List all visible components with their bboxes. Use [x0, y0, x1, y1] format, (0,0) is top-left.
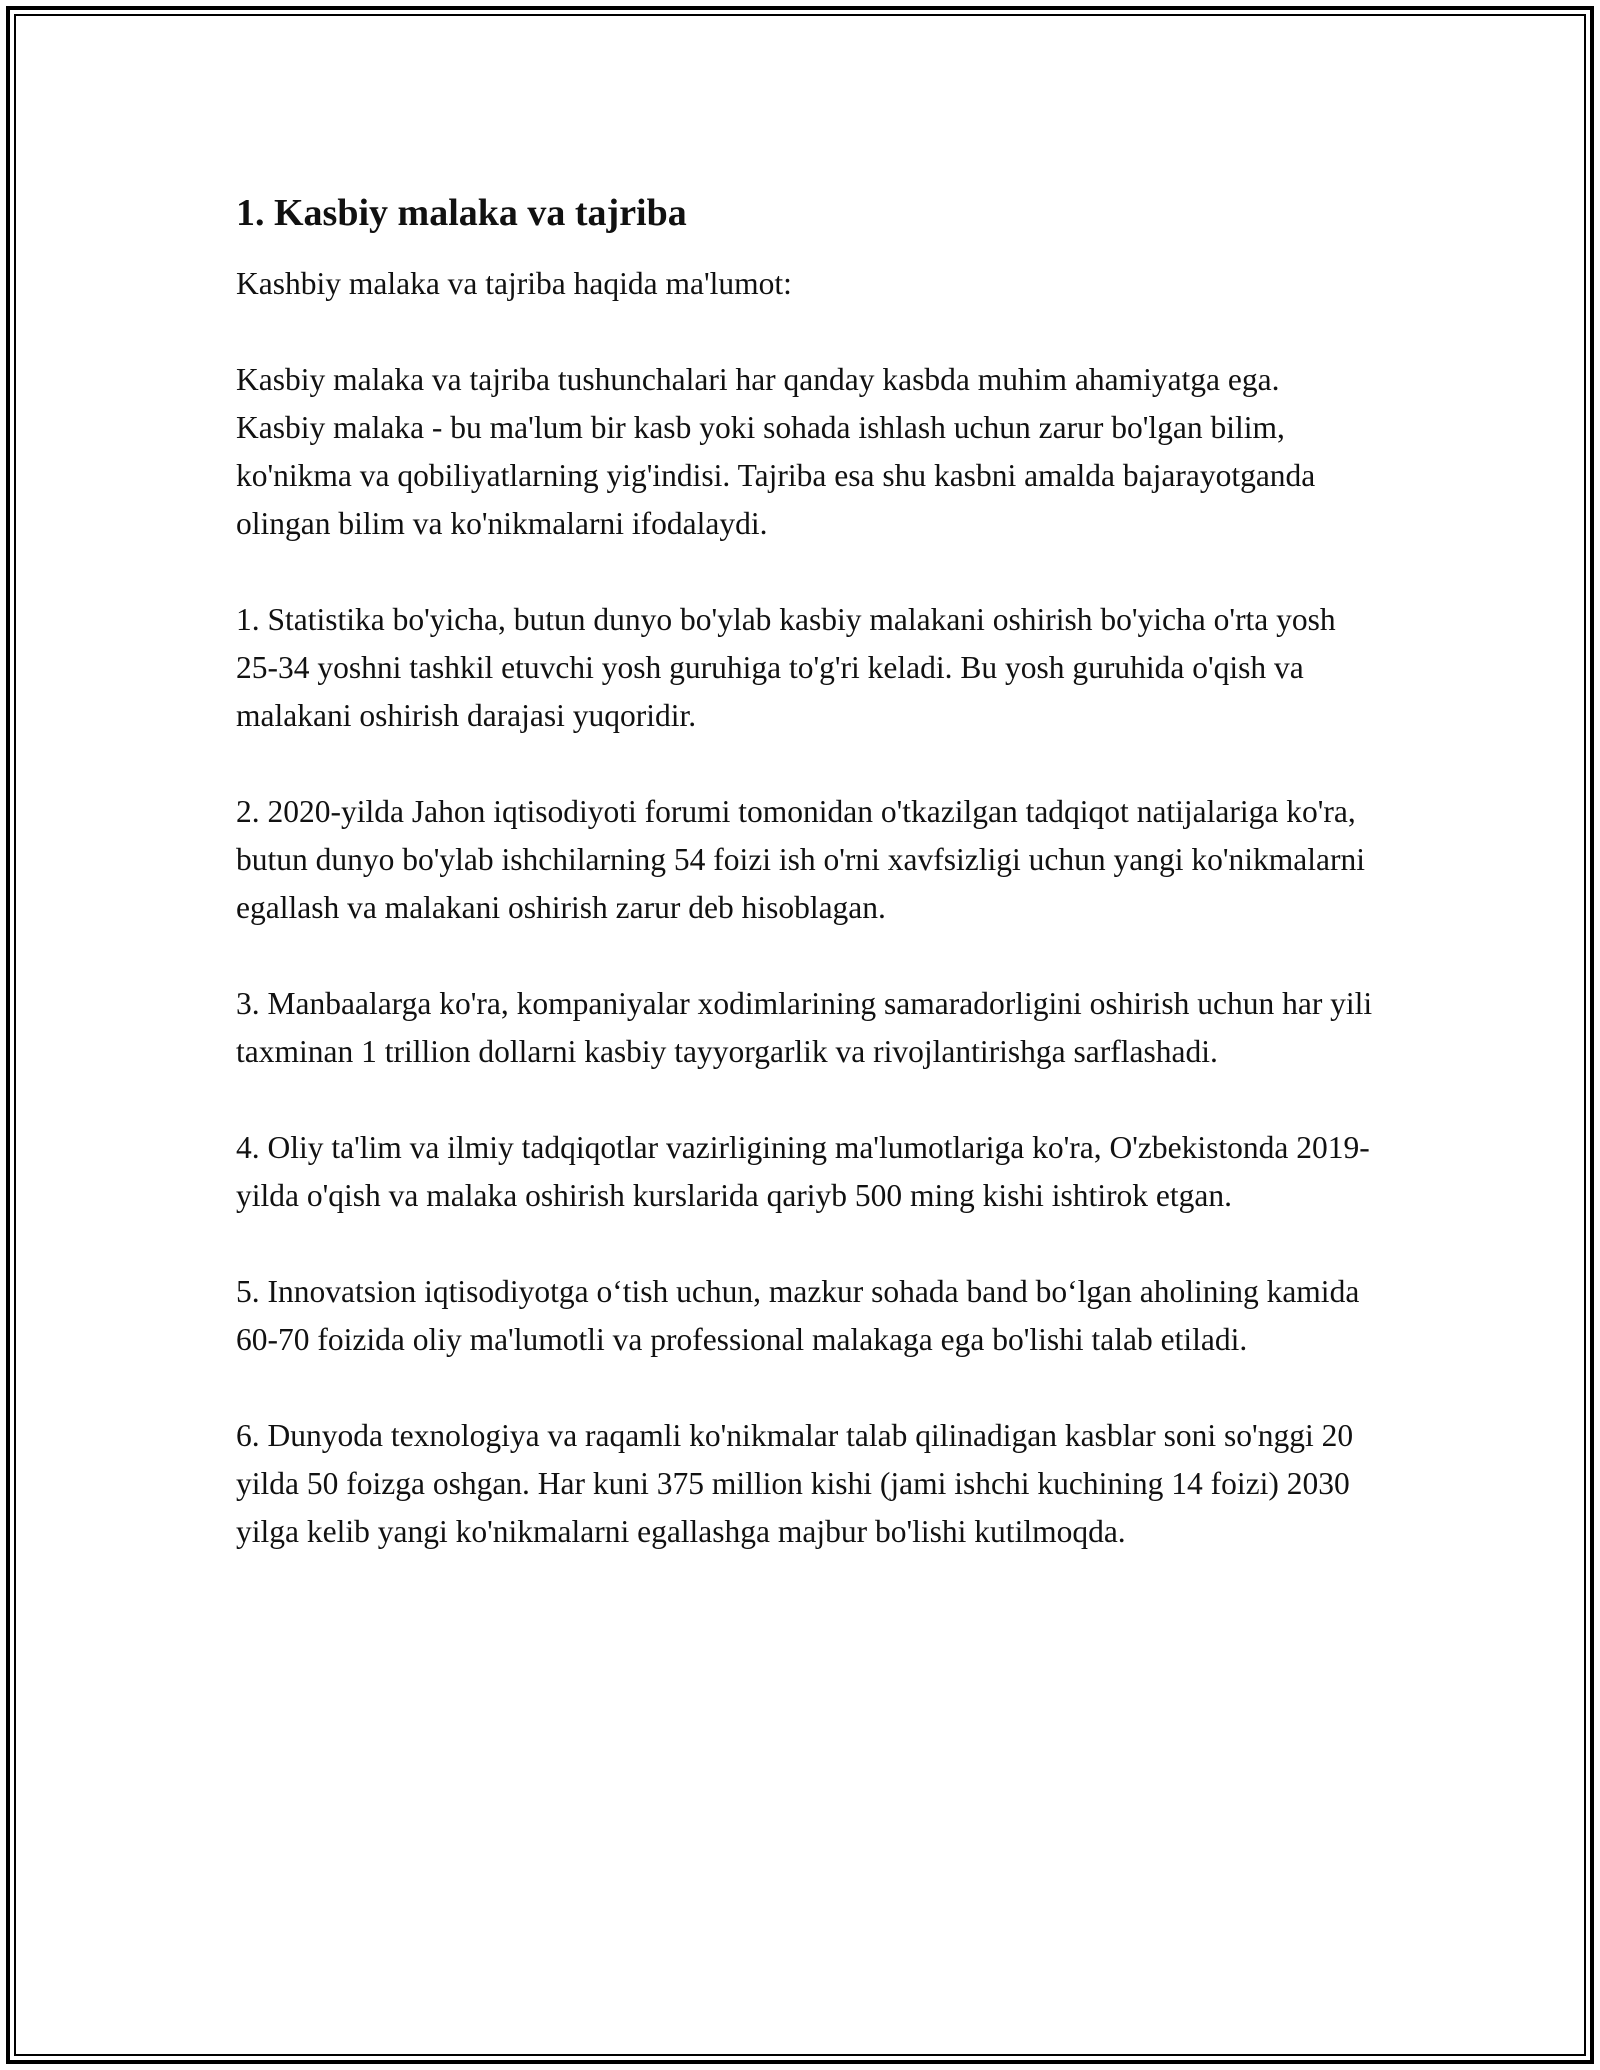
paragraph-item-3: 3. Manbaalarga ko'ra, kompaniyalar xodimlarining samaradorligini oshirish uchun har yili taxminan 1 trillion dollarni kasbiy tayyorgarlik va rivojlantirishga sarflashadi.: [236, 986, 1373, 1069]
paragraph-item-1: 1. Statistika bo'yicha, butun dunyo bo'ylab kasbiy malakani oshirish bo'yicha o'rta yosh 25-34 yoshni tashkil etuvchi yosh guruhiga to'g'ri keladi. Bu yosh guruhida o'qish va malakani oshirish darajasi yuqoridir.: [236, 602, 1336, 733]
paragraph-item-5: 5. Innovatsion iqtisodiyotga o‘tish uchun, mazkur sohada band bo‘lgan aholining kamida 60-70 foizida oliy ma'lumotli va professional malakaga ega bo'lishi talab etiladi.: [236, 1274, 1360, 1357]
paragraph-overview: Kasbiy malaka va tajriba tushunchalari har qanday kasbda muhim ahamiyatga ega. Kasbiy malaka - bu ma'lum bir kasb yoki sohada ishlash uchun zarur bo'lgan bilim, ko'nikma va qobiliyatlarning yig'indisi. Tajriba esa shu kasbni amalda bajarayotganda olingan bilim va ko'nikmalarni ifodalaydi.: [236, 362, 1316, 541]
paragraph-item-2: 2. 2020-yilda Jahon iqtisodiyoti forumi tomonidan o'tkazilgan tadqiqot natijalariga ko'ra, butun dunyo bo'ylab ishchilarning 54 foizi ish o'rni xavfsizligi uchun yangi ko'nikmalarni egallash va malakani oshirish zarur deb hisoblagan.: [236, 794, 1365, 925]
paragraph-item-6: 6. Dunyoda texnologiya va raqamli ko'nikmalar talab qilinadigan kasblar soni so'nggi 20 yilda 50 foizga oshgan. Har kuni 375 million kishi (jami ishchi kuchining 14 foizi) 2030 yilga kelib yangi ko'nikmalarni egallashga majbur bo'lishi kutilmoqda.: [236, 1418, 1354, 1549]
document-body: [236, 186, 1376, 1556]
intro-line: Kashbiy malaka va tajriba haqida ma'lumot:: [236, 266, 792, 301]
section-heading: 1. Kasbiy malaka va tajriba: [236, 192, 687, 234]
paragraph-item-4: 4. Oliy ta'lim va ilmiy tadqiqotlar vazirligining ma'lumotlariga ko'ra, O'zbekistonda 2019-yilda o'qish va malaka oshirish kurslarida qariyb 500 ming kishi ishtirok etgan.: [236, 1130, 1370, 1213]
